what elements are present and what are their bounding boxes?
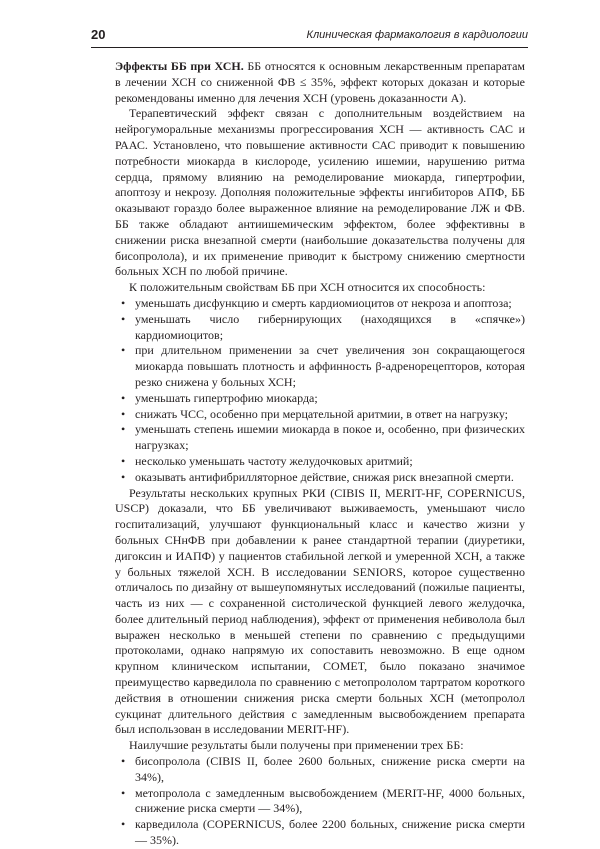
paragraph-trials: Результаты нескольких крупных РКИ (CIBIS II, MERIT-HF, COPERNICUS, USCP) доказали, что ББ увеличивают выживаемость, уменьшают число госпитализаций, улучшают функциональный класс и качество жизни у больных СНнФВ при добавлении к ранее стандартной терапии (диуретики, дигоксин и ИАПФ) у пациентов стабильной легкой и умеренной ХСН, а также у больных тяжелой ХСН. В исследовании SENIORS, которое существенно отличалось по дизайну от вышеупомянутых исследований (пожилые пациенты, часть из них — с сохраненной систолической функцией левого желудочка, более длительный период наблюдения), эффект от применения небиволола был выражен несколько в меньшей степени по сравнению с предыдущими протоколами, однако напрямую их сопоставить невозможно. В еще одном крупном клиническом испытании, COMET, было показано значимое преимущество карведилола по сравнению с метопрололом тартратом короткого действия в отношении снижения риска смерти больных ХСН (метопролол сукцинат длительного действия с замедленным высвобождением препарата был использован в исследовании MERIT-HF). xyxy=(115,485,525,737)
paragraph-therapeutic-effect: Терапевтический эффект связан с дополнительным воздействием на нейрогуморальные механизмы прогрессирования ХСН — активность САС и РААС. Установлено, что повышение активности САС приводит к повышению потребности миокарда в кислороде, усилению ишемии, нарушению ритма сердца, прямому влиянию на ремоделирование миокарда, гипертрофии, апоптозу и некрозу. Дополняя положительные эффекты ингибиторов АПФ, ББ оказывают гораздо более выраженное влияние на ремоделирование ЛЖ и ФВ. ББ также обладают антиишемическим эффектом, более эффективны в снижении риска внезапной смерти (наибольшие доказательства получены для бисопролола), и их применение приводит к быстрому снижению смертности больных ХСН по любой причине. xyxy=(115,106,525,279)
running-header xyxy=(91,27,528,48)
paragraph-lead-in: Эффекты ББ при ХСН. xyxy=(115,59,244,73)
list-item: • при длительном применении за счет увеличения зон сокращающегося миокарда повышать плотность и аффинность β-адренорецепторов, которая резко снижена у больных ХСН; xyxy=(135,343,525,390)
list-item: • уменьшать гипертрофию миокарда; xyxy=(135,391,525,407)
running-title: Клиническая фармакология в кардиологии xyxy=(306,29,528,41)
list-item: • метопролола с замедленным высвобождением (MERIT-HF, 4000 больных, снижение риска смерти — 34%), xyxy=(135,786,525,818)
paragraph-properties-intro: К положительным свойствам ББ при ХСН относится их способность: xyxy=(129,280,486,295)
paragraph-text: ББ относятся к основным лекарственным препаратам в лечении ХСН со сниженной ФВ ≤ 35%, эффект которых доказан и которые рекомендованы именно для лечения ХСН (уровень доказанности А). xyxy=(115,59,525,105)
properties-list xyxy=(115,296,525,486)
list-item: • уменьшать число гибернирующих (находящихся в «спячке») кардиомиоцитов; xyxy=(135,312,525,344)
list-item: • снижать ЧСС, особенно при мерцательной аритмии, в ответ на нагрузку; xyxy=(135,407,525,423)
best-results-list xyxy=(115,754,525,849)
paragraph-best-results-intro: Наилучшие результаты были получены при применении трех ББ: xyxy=(129,738,464,753)
list-item: • уменьшать степень ишемии миокарда в покое и, особенно, при физических нагрузках; xyxy=(135,422,525,454)
page-number: 20 xyxy=(91,27,106,42)
list-item: • карведилола (COPERNICUS, более 2200 больных, снижение риска смерти — 35%). xyxy=(135,817,525,849)
list-item: • уменьшать дисфункцию и смерть кардиомиоцитов от некроза и апоптоза; xyxy=(135,296,525,312)
list-item: • бисопролола (CIBIS II, более 2600 больных, снижение риска смерти на 34%), xyxy=(135,754,525,786)
list-item: • несколько уменьшать частоту желудочковых аритмий; xyxy=(135,454,525,470)
paragraph-effects-intro xyxy=(115,59,525,106)
list-item: • оказывать антифибрилляторное действие, снижая риск внезапной смерти. xyxy=(135,470,525,486)
main-text xyxy=(115,59,525,849)
